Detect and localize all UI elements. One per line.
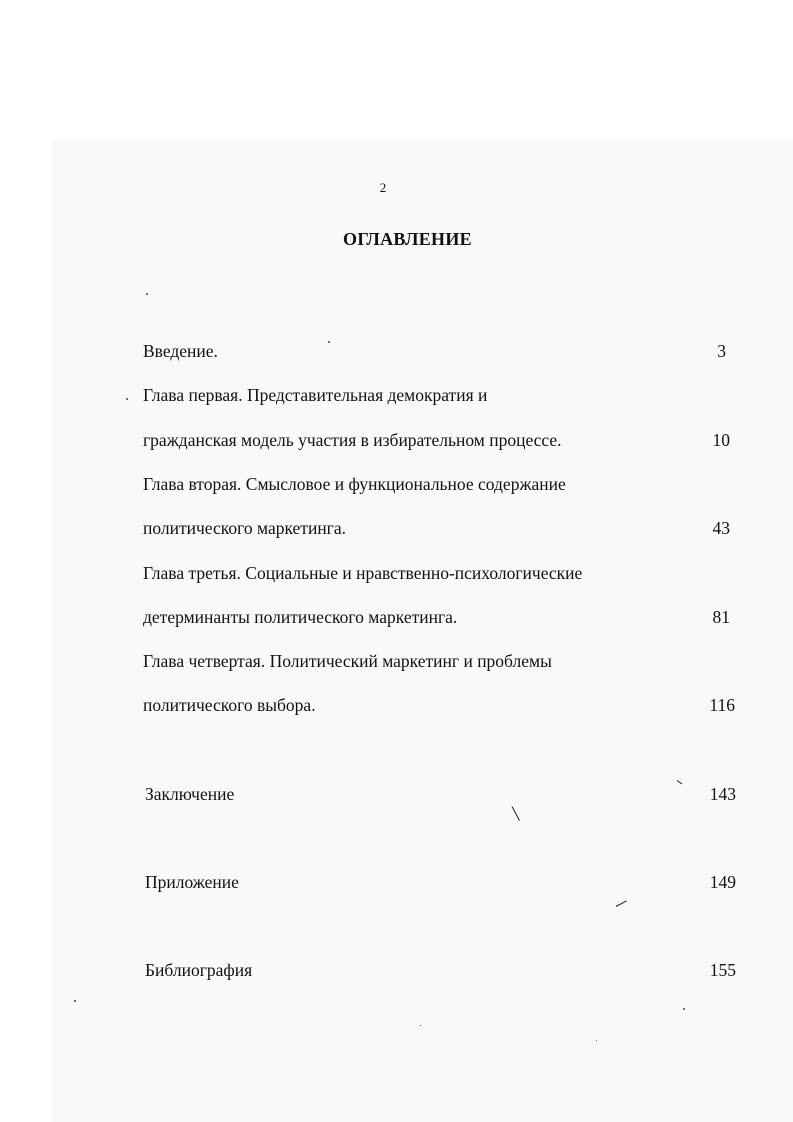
toc-entry-chapter-3: Глава третья. Социальные и нравственно-психологические xyxy=(143,563,583,583)
scan-speck xyxy=(683,1008,685,1010)
scan-speck xyxy=(126,398,128,400)
toc-entry-appendix: Приложение xyxy=(145,872,239,892)
toc-entry-chapter-1: Глава первая. Представительная демократия и xyxy=(143,385,488,405)
toc-page-appendix: 149 xyxy=(709,872,736,892)
toc-page-chapter-3: 81 xyxy=(712,607,730,627)
toc-entry-chapter-1-cont: гражданская модель участия в избирательном процессе. xyxy=(143,430,562,450)
toc-entry-chapter-4: Глава четвертая. Политический маркетинг и проблемы xyxy=(143,651,552,671)
toc-page-chapter-1: 10 xyxy=(712,430,730,450)
toc-entry-bibliography: Библиография xyxy=(145,960,253,980)
toc-page-introduction: 3 xyxy=(717,341,726,361)
toc-entry-chapter-3-cont: детерминанты политического маркетинга. xyxy=(143,607,458,627)
toc-page-chapter-2: 43 xyxy=(712,518,730,538)
scan-speck xyxy=(328,341,330,343)
toc-entry-chapter-2: Глава вторая. Смысловое и функциональное содержание xyxy=(143,474,566,494)
scan-speck xyxy=(596,1040,597,1041)
scan-speck xyxy=(74,1000,76,1002)
page-title: ОГЛАВЛЕНИЕ xyxy=(343,229,472,249)
scan-speck xyxy=(420,1025,421,1026)
toc-page-chapter-4: 116 xyxy=(709,695,735,715)
scan-speck xyxy=(146,293,148,295)
page-number: 2 xyxy=(379,180,387,195)
toc-page-bibliography: 155 xyxy=(709,960,736,980)
toc-entry-conclusion: Заключение xyxy=(145,784,235,804)
toc-entry-introduction: Введение. xyxy=(143,341,218,361)
toc-entry-chapter-2-cont: политического маркетинга. xyxy=(143,518,347,538)
toc-page-conclusion: 143 xyxy=(709,784,736,804)
toc-entry-chapter-4-cont: политического выбора. xyxy=(143,695,316,715)
